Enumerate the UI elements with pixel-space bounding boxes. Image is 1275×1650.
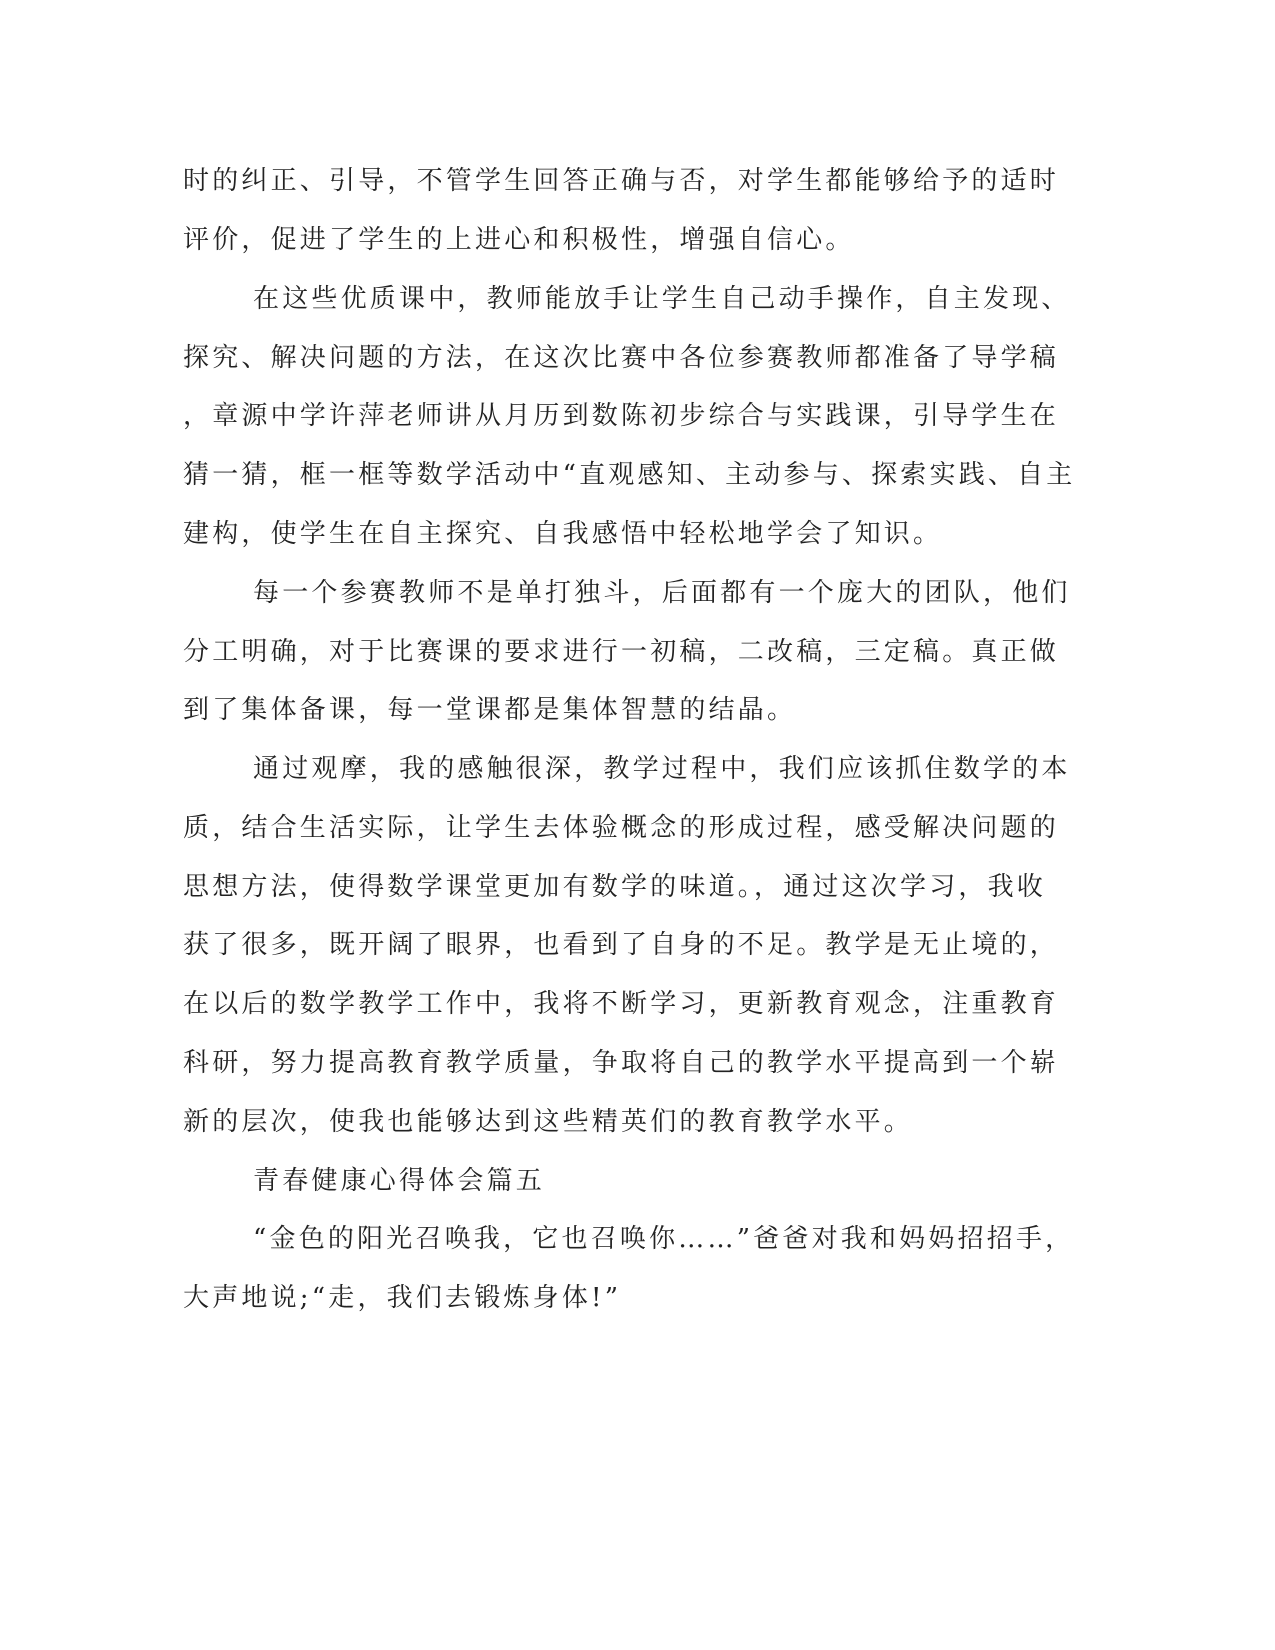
paragraph-2-line-2: 探究、解决问题的方法，在这次比赛中各位参赛教师都准备了导学稿 xyxy=(183,343,1060,373)
paragraph-1-line-2: 评价，促进了学生的上进心和积极性，增强自信心。 xyxy=(183,225,855,255)
paragraph-2-line-1: 在这些优质课中，教师能放手让学生自己动手操作，自主发现、 xyxy=(253,284,1071,314)
paragraph-4-line-4: 获了很多，既开阔了眼界，也看到了自身的不足。教学是无止境的， xyxy=(183,930,1060,960)
paragraph-2-line-3: ，章源中学许萍老师讲从月历到数陈初步综合与实践课，引导学生在 xyxy=(183,401,1060,431)
paragraph-4-line-2: 质，结合生活实际，让学生去体验概念的形成过程，感受解决问题的 xyxy=(183,813,1060,843)
paragraph-6-line-1: “金色的阳光召唤我，它也召唤你……”爸爸对我和妈妈招招手， xyxy=(253,1224,1075,1254)
paragraph-3-line-3: 到了集体备课，每一堂课都是集体智慧的结晶。 xyxy=(183,695,797,725)
paragraph-2-line-4: 猜一猜，框一框等数学活动中“直观感知、主动参与、探索实践、自主 xyxy=(183,460,1076,490)
paragraph-3-line-2: 分工明确，对于比赛课的要求进行一初稿，二改稿，三定稿。真正做 xyxy=(183,637,1060,667)
section-heading: 青春健康心得体会篇五 xyxy=(253,1166,546,1196)
paragraph-4-line-3: 思想方法，使得数学课堂更加有数学的味道。，通过这次学习，我收 xyxy=(183,872,1047,902)
paragraph-4-line-1: 通过观摩，我的感触很深，教学过程中，我们应该抓住数学的本 xyxy=(253,754,1071,784)
paragraph-3-line-1: 每一个参赛教师不是单打独斗，后面都有一个庞大的团队，他们 xyxy=(253,578,1071,608)
paragraph-4-line-7: 新的层次，使我也能够达到这些精英们的教育教学水平。 xyxy=(183,1107,914,1137)
paragraph-4-line-5: 在以后的数学教学工作中，我将不断学习，更新教育观念，注重教育 xyxy=(183,989,1060,1019)
paragraph-2-line-5: 建构，使学生在自主探究、自我感悟中轻松地学会了知识。 xyxy=(183,519,943,549)
paragraph-4-line-6: 科研，努力提高教育教学质量，争取将自己的教学水平提高到一个崭 xyxy=(183,1048,1060,1078)
paragraph-6-line-2: 大声地说;“走，我们去锻炼身体!” xyxy=(183,1283,622,1313)
paragraph-1-line-1: 时的纠正、引导，不管学生回答正确与否，对学生都能够给予的适时 xyxy=(183,166,1060,196)
